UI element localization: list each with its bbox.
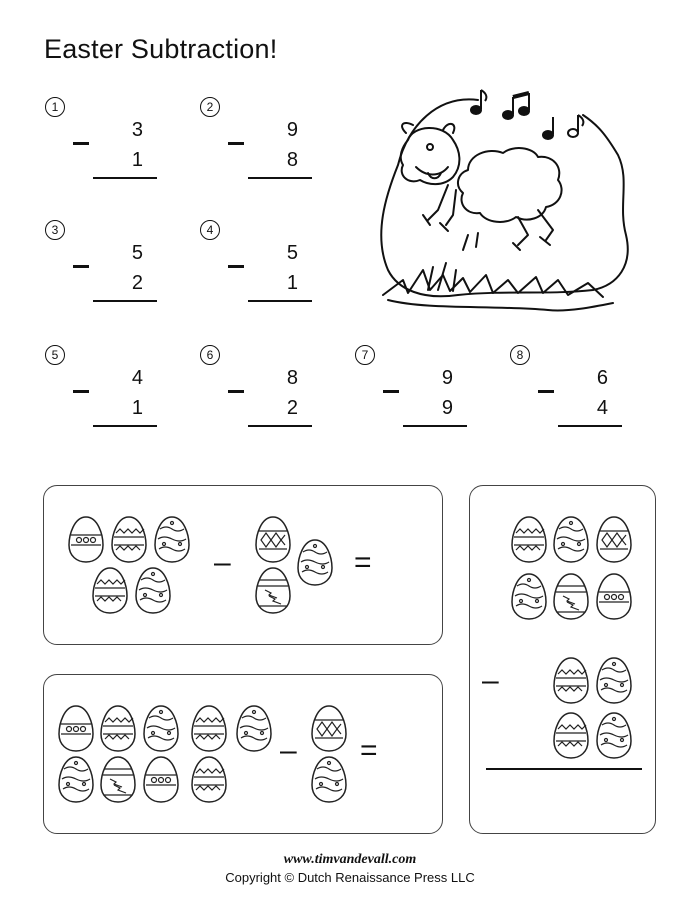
answer-line[interactable] [248, 300, 312, 302]
answer-line[interactable] [93, 425, 157, 427]
lamb-illustration [368, 85, 638, 335]
easter-egg-icon [255, 566, 291, 614]
egg-box-1 [43, 485, 443, 645]
box2-equals: = [360, 734, 378, 767]
easter-egg-icon [100, 704, 136, 752]
box3-minus: – [482, 664, 499, 697]
answer-line[interactable] [248, 425, 312, 427]
page-title: Easter Subtraction! [44, 34, 278, 64]
minus-sign [228, 390, 244, 393]
subtrahend: 1 [131, 149, 143, 171]
easter-egg-icon [311, 755, 347, 803]
easter-egg-icon [553, 572, 589, 620]
easter-egg-icon [511, 515, 547, 563]
easter-egg-icon [553, 656, 589, 704]
answer-line[interactable] [558, 425, 622, 427]
problem-5 [45, 345, 155, 445]
problem-number: 3 [45, 220, 65, 240]
minus-sign [538, 390, 554, 393]
problem-3 [45, 220, 155, 320]
minus-sign [228, 142, 244, 145]
box1-minus: – [214, 546, 231, 579]
answer-line[interactable] [403, 425, 467, 427]
answer-line[interactable] [93, 300, 157, 302]
problem-number: 1 [45, 97, 65, 117]
box2-minus: – [280, 734, 297, 767]
problem-number: 5 [45, 345, 65, 365]
subtrahend: 4 [596, 397, 608, 419]
minuend: 3 [131, 119, 143, 141]
easter-egg-icon [311, 704, 347, 752]
easter-egg-icon [255, 515, 291, 563]
easter-egg-icon [111, 515, 147, 563]
easter-egg-icon [92, 566, 128, 614]
subtrahend: 9 [441, 397, 453, 419]
easter-egg-icon [100, 755, 136, 803]
problem-number: 2 [200, 97, 220, 117]
easter-egg-icon [596, 572, 632, 620]
problem-2 [200, 97, 310, 197]
minus-sign [383, 390, 399, 393]
easter-egg-icon [236, 704, 272, 752]
easter-egg-icon [58, 755, 94, 803]
easter-egg-icon [511, 572, 547, 620]
easter-egg-icon [191, 704, 227, 752]
problem-4 [200, 220, 310, 320]
minuend: 5 [286, 242, 298, 264]
minuend: 9 [441, 367, 453, 389]
egg-box-2 [43, 674, 443, 834]
problem-number: 8 [510, 345, 530, 365]
problem-1 [45, 97, 155, 197]
minus-sign [73, 390, 89, 393]
answer-line[interactable] [248, 177, 312, 179]
problem-6 [200, 345, 310, 445]
minuend: 5 [131, 242, 143, 264]
subtrahend: 8 [286, 149, 298, 171]
minuend: 6 [596, 367, 608, 389]
easter-egg-icon [58, 704, 94, 752]
subtrahend: 2 [131, 272, 143, 294]
easter-egg-icon [191, 755, 227, 803]
subtrahend: 1 [286, 272, 298, 294]
easter-egg-icon [297, 538, 333, 586]
problem-8 [510, 345, 620, 445]
minus-sign [228, 265, 244, 268]
subtrahend: 1 [131, 397, 143, 419]
box1-equals: = [354, 546, 372, 579]
easter-egg-icon [154, 515, 190, 563]
footer-url[interactable]: www.timvandevall.com [283, 852, 417, 867]
box3-answer-line [486, 768, 642, 770]
easter-egg-icon [143, 704, 179, 752]
problem-number: 6 [200, 345, 220, 365]
easter-egg-icon [68, 515, 104, 563]
easter-egg-icon [596, 515, 632, 563]
minus-sign [73, 265, 89, 268]
answer-line[interactable] [93, 177, 157, 179]
minus-sign [73, 142, 89, 145]
easter-egg-icon [553, 711, 589, 759]
problem-number: 7 [355, 345, 375, 365]
footer-copyright: Copyright © Dutch Renaissance Press LLC [225, 870, 475, 885]
minuend: 4 [131, 367, 143, 389]
problem-7 [355, 345, 465, 445]
easter-egg-icon [135, 566, 171, 614]
easter-egg-icon [553, 515, 589, 563]
easter-egg-icon [143, 755, 179, 803]
subtrahend: 2 [286, 397, 298, 419]
minuend: 8 [286, 367, 298, 389]
minuend: 9 [286, 119, 298, 141]
problem-number: 4 [200, 220, 220, 240]
easter-egg-icon [596, 711, 632, 759]
easter-egg-icon [596, 656, 632, 704]
